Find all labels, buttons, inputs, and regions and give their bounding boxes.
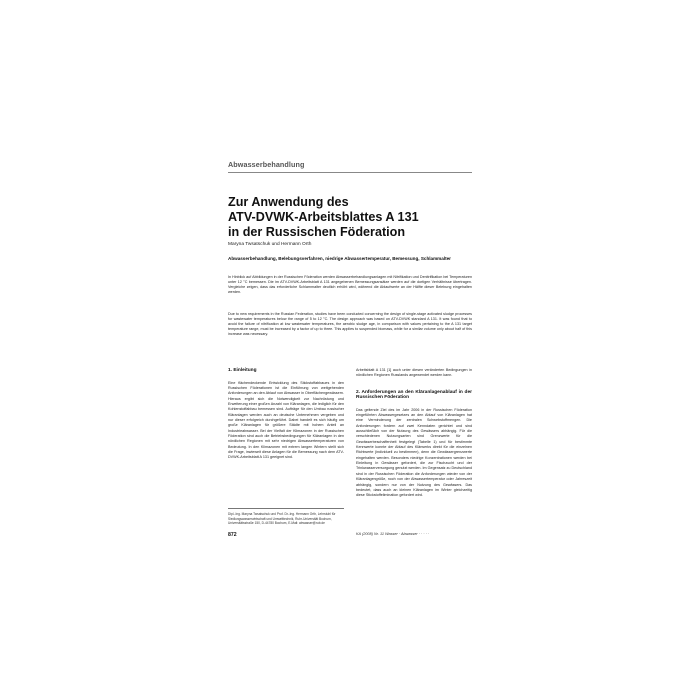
abstract-english: Due to new requirements in the Russian Federation, studies have been conducted concerning the design of single-stage activated sludge processes for wastewater temperatures below the range of 5 to 12 °C. The design approach was based on ATV-DVWK standard A 131. It was found that to avoid the failure of nitrification at low wastewater temperatures, the aerobic sludge age, in comparison with values pertaining to the A 131 target temperature range, must be increased by a factor of up to three. This applies to suspended biomass, while for a similar volume only about half of this increase was necessary. xyxy=(228,312,472,336)
section-1-text: Eine flächendeckende Entwicklung des Stickstoffabbaues in den Russischen Föderationen ist die Einführung von weitgehenden Anforderungen an den Ablauf von Abwasser in Oberflächengewässern. Hieraus ergibt sich die Notwendigkeit zur Nachrüstung und Erweiterung einer großen Anzahl von Kläranlagen, die lediglich für den Kohlenstoffabbau bemessen sind. Aufträge für den Umbau russischer Kläranlagen werden auch an deutsche Unternehmen vergeben und nur dieser erfolgreich durchgeführt. Dabei handelt es sich häufig um große Kläranlagen für größere Städte mit hohem Anteil an Industrieabwasser. Bei der Vielfalt der Klimazonen in der Russischen Föderation sind auch die Betriebsbedingungen für Kläranlagen in den nördlichen Regionen mit sehr niedrigen Abwassertemperaturen von Bedeutung. In den Klimazonen mit extrem langen Wintern stellt sich die Frage, inwieweit diese Anlagen für die Bemessung nach dem ATV-DVWK-Arbeitsblatt A 131 geeignet sind. xyxy=(228,380,344,460)
article-title xyxy=(228,195,472,240)
section-2-heading: 2. Anforderungen an den Kläranlagenablauf in der Russischen Föderation xyxy=(356,389,472,401)
footnote-divider xyxy=(228,508,344,509)
authors: Maryna Twsatschuk und Hermann Orth xyxy=(228,242,312,247)
title-line-2: ATV-DVWK-Arbeitsblattes A 131 xyxy=(228,210,419,224)
section-heading: Abwasserbehandlung xyxy=(228,160,472,173)
abstract-german: In Hinblick auf Abbildungen in der Russischen Föderation werden Abwasserbehandlungsanlagen mit Nitrifikation und Denitrifikation bei Temperaturen unter 12 °C bemessen. Die im ATV-DVWK-Arbeitsblatt A 131 angegebenen Bemessungsansätze werden auf die dortigen Verhältnisse übertragen. Vergleiche zeigen, dass das erforderliche Schlammalter deutlich erhöht wird, während die Ablaufwerte an der Hälfte dieser Belebung eingehalten werden. xyxy=(228,275,472,294)
page-number: 872 xyxy=(228,532,237,538)
author-footnote: Dipl.-Ing. Maryna Twsatschuk und Prof. Dr.-Ing. Hermann Orth, Lehrstuhl für Siedlungswasserwirtschaft und Umwelttechnik, Ruhr-Universität Bochum, Universitätsstraße 150, D-44780 Bochum, E-Mail: abwasser@rub.de xyxy=(228,512,336,526)
title-line-3: in der Russischen Föderation xyxy=(228,225,406,239)
right-column xyxy=(356,368,472,499)
running-footer: KA (2008) Nr. 11 Wasser · Abwasser · · · · · xyxy=(356,532,430,536)
section-1-heading: 1. Einleitung xyxy=(228,368,257,373)
article-page xyxy=(228,160,472,546)
section-1-continuation: Arbeitsblatt A 131 [1] auch unter diesen veränderten Bedingungen in nördlichen Regionen Russlands angewendet werden kann. xyxy=(356,368,472,378)
title-line-1: Zur Anwendung des xyxy=(228,195,349,209)
keywords: Abwasserbehandlung, Belebungsverfahren, niedrige Abwassertemperatur, Bemessung, Schlammalter xyxy=(228,256,451,261)
left-column xyxy=(228,368,344,461)
section-2-text: Das geltende Ziel des im Jahr 2006 in der Russischen Föderation eingeführten Abwassergesetzes an den Ablauf von Kläranlagen hat eine Verminderung der zentralen Schwebstoffmengen. Die Anforderungen fordern auf zwei Kenndaten gerichtet und sind ausschließlich von der Nutzung des Gewässers abhängig. Für die verschiedenen Nutzungsarten sind Grenzwerte für die Gewässerbeschaffenheit festgelegt (Tabelle 1) und für bestimmte Kennwerte konnte der Ablauf des Klärwerks direkt für die einzelnen Richtwerte (individuell zu bestimmen), denn die Gewässergrenzwerte eingehalten werden. Besonders niedrige Konzentrationen werden bei Einleitung in Gewässer gefordert, die zur Fischzucht und der Trinkwasserversorgung genutzt werden. Im Gegensatz zu Deutschland sind in der Russischen Föderation die Anforderungen wieder von der Kläranlagengröße, noch von der Abwassertemperatur oder Jahreszeit abhängig, sondern nur von der Nutzung des Gewässers. Das bedeutet, dass auch an kleinen Kläranlagen im Winter gleichzeitig diese Stickstoffelimination gefordert wird. xyxy=(356,407,472,498)
